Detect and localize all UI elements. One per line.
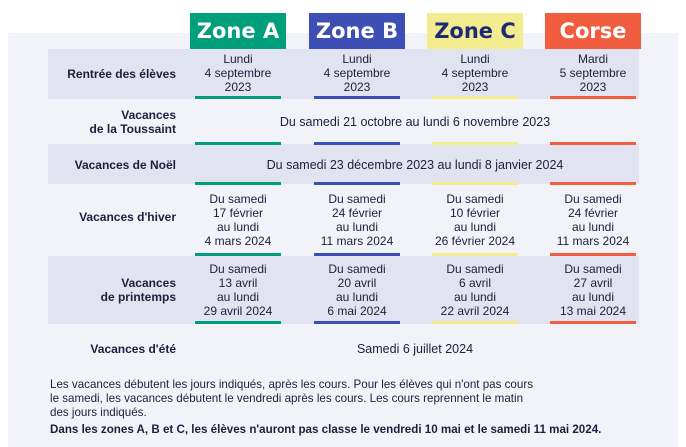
rentree-zone-b: Lundi 4 septembre 2023	[323, 52, 391, 94]
separator-bar	[314, 253, 400, 256]
separator-bar	[432, 253, 518, 256]
note-line-1: Les vacances débutent les jours indiqués, après les cours. Pour les élèves qui n'ont pas cours	[50, 378, 533, 391]
separator-bar	[432, 321, 518, 324]
rentree-corse: Mardi 5 septembre 2023	[559, 52, 627, 94]
note-line-2: le samedi, les vacances débutent le vendredi après les cours. Les cours reprennent le matin	[50, 392, 524, 405]
printemps-zone-a: Du samedi 13 avril au lundi 29 avril 2024	[203, 262, 273, 318]
note-line-3: des jours indiqués.	[50, 406, 147, 419]
noel-dates: Du samedi 23 décembre 2023 au lundi 8 janvier 2024	[266, 158, 564, 172]
separator-bar	[195, 182, 281, 185]
separator-bar	[432, 142, 518, 145]
separator-bar	[314, 96, 400, 99]
hiver-zone-b: Du samedi 24 février au lundi 11 mars 2024	[320, 192, 394, 248]
printemps-zone-b: Du samedi 20 avril au lundi 6 mai 2024	[327, 262, 387, 318]
row-label-toussaint: Vacances de la Toussaint	[89, 108, 176, 136]
row-label-ete: Vacances d'été	[90, 342, 176, 356]
ete-dates: Samedi 6 juillet 2024	[356, 342, 474, 356]
zone-c-header: Zone C	[427, 13, 523, 49]
rentree-zone-a: Lundi 4 septembre 2023	[204, 52, 272, 94]
hiver-corse: Du samedi 24 février au lundi 11 mars 2024	[556, 192, 630, 248]
hiver-zone-c: Du samedi 10 février au lundi 26 février 2024	[434, 192, 516, 248]
row-label-printemps: Vacances de printemps	[100, 276, 176, 304]
separator-bar	[550, 253, 636, 256]
separator-bar	[550, 321, 636, 324]
zone-a-header: Zone A	[190, 13, 286, 49]
separator-bar	[314, 142, 400, 145]
separator-bar	[314, 182, 400, 185]
row-label-rentree: Rentrée des élèves	[67, 67, 176, 81]
printemps-corse: Du samedi 27 avril au lundi 13 mai 2024	[559, 262, 627, 318]
zone-b-header: Zone B	[309, 13, 405, 49]
separator-bar	[195, 96, 281, 99]
separator-bar	[195, 253, 281, 256]
hiver-zone-a: Du samedi 17 février au lundi 4 mars 2024	[204, 192, 272, 248]
separator-bar	[550, 142, 636, 145]
note-bold: Dans les zones A, B et C, les élèves n'auront pas classe le vendredi 10 mai et le samedi 11 mai 2024.	[50, 423, 602, 436]
corse-header: Corse	[545, 13, 641, 49]
separator-bar	[432, 182, 518, 185]
row-label-noel: Vacances de Noël	[74, 158, 176, 172]
separator-bar	[195, 142, 281, 145]
row-label-hiver: Vacances d'hiver	[79, 210, 176, 224]
toussaint-dates: Du samedi 21 octobre au lundi 6 novembre 2023	[279, 115, 551, 129]
separator-bar	[432, 96, 518, 99]
separator-bar	[550, 96, 636, 99]
separator-bar	[314, 321, 400, 324]
rentree-zone-c: Lundi 4 septembre 2023	[441, 52, 509, 94]
separator-bar	[550, 182, 636, 185]
printemps-zone-c: Du samedi 6 avril au lundi 22 avril 2024	[440, 262, 510, 318]
separator-bar	[195, 321, 281, 324]
